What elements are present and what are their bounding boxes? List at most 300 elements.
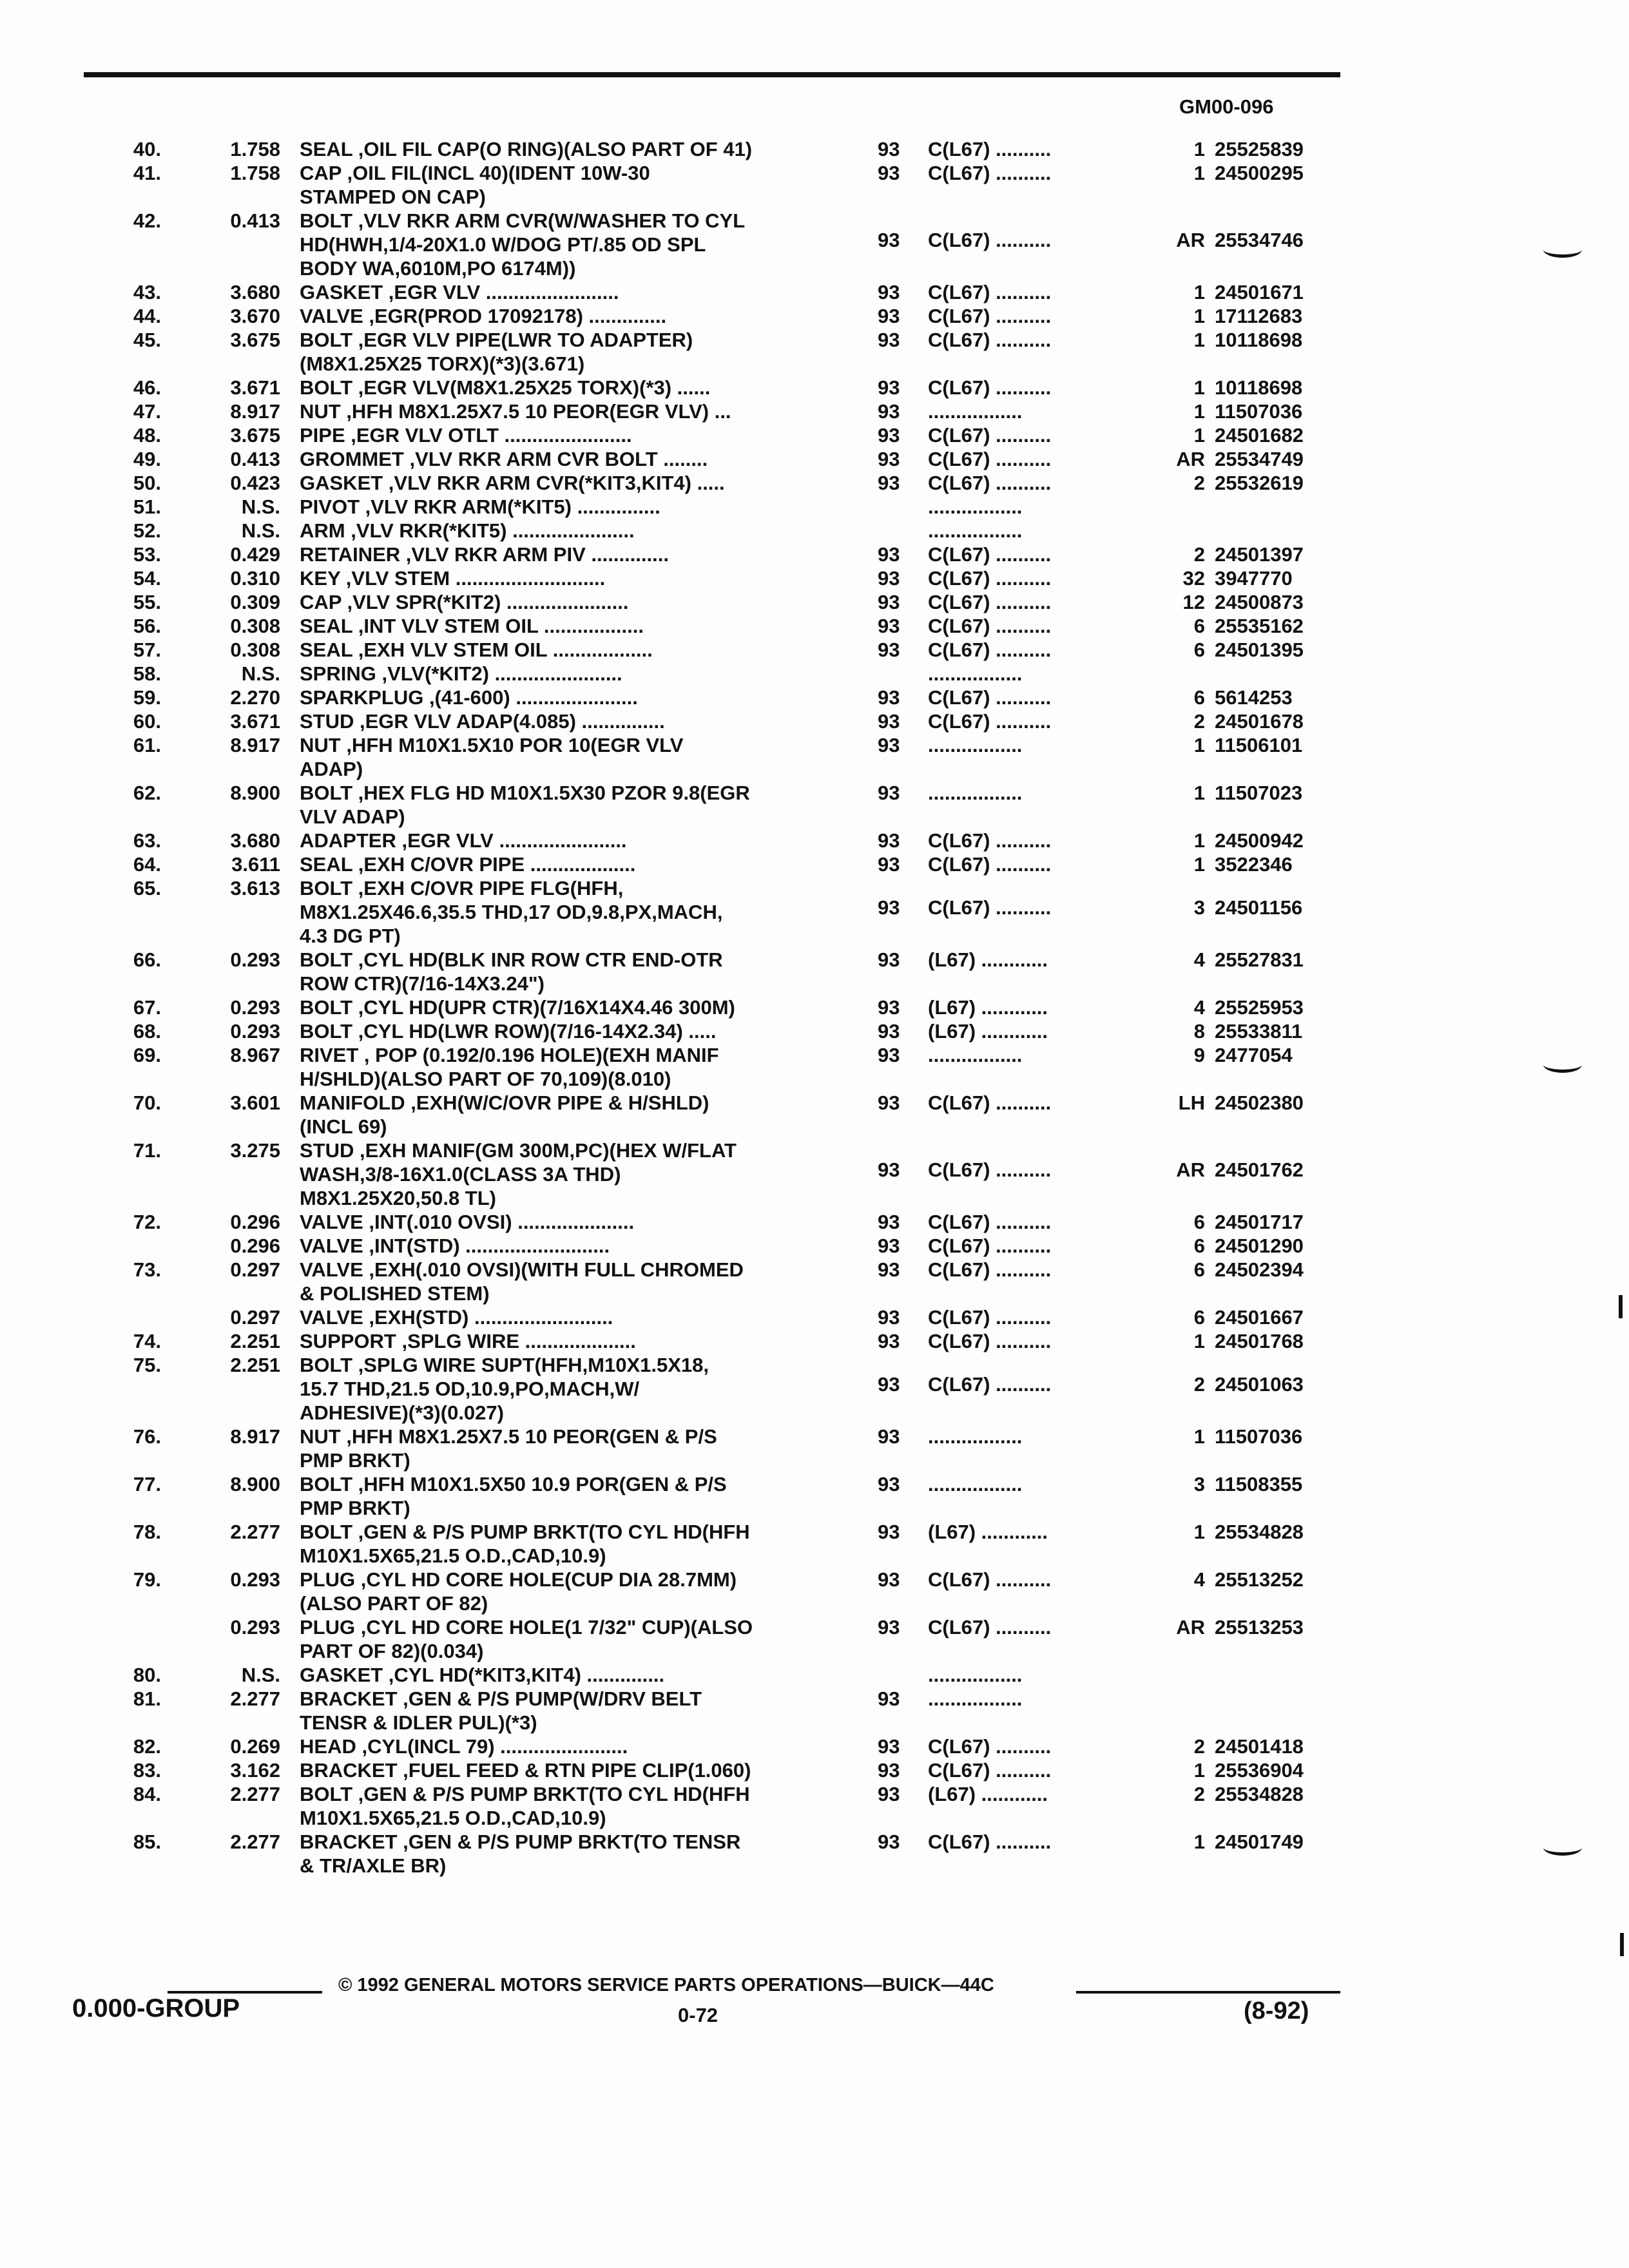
- model-year: 93: [878, 472, 900, 494]
- part-description: MANIFOLD ,EXH(W/C/OVR PIPE & H/SHLD) (INCL 69): [300, 1091, 709, 1138]
- part-number: 10118698: [1215, 376, 1303, 399]
- part-description: BRACKET ,FUEL FEED & RTN PIPE CLIP(1.060): [300, 1759, 751, 1782]
- application: C(L67) ..........: [928, 591, 1052, 613]
- group-number: 8.900: [230, 782, 280, 804]
- ref-number: 48.: [133, 424, 161, 447]
- application: C(L67) ..........: [928, 424, 1052, 447]
- ref-number: 56.: [133, 615, 161, 637]
- group-number: 3.671: [230, 710, 280, 733]
- model-year: 93: [878, 1091, 900, 1114]
- ref-number: 42.: [133, 209, 161, 232]
- model-year: 93: [878, 782, 900, 804]
- application: C(L67) ..........: [928, 229, 1052, 251]
- application: C(L67) ..........: [928, 305, 1052, 327]
- ref-number: 57.: [133, 639, 161, 661]
- application: .................: [928, 400, 1023, 423]
- part-number: 24500942: [1215, 829, 1304, 852]
- group-number: 2.277: [230, 1783, 280, 1805]
- part-description: VALVE ,EXH(.010 OVSI)(WITH FULL CHROMED & POLISHED STEM): [300, 1258, 744, 1305]
- application: .................: [928, 782, 1023, 804]
- ref-number: 51.: [133, 495, 161, 518]
- model-year: 93: [878, 1306, 900, 1329]
- ref-number: 62.: [133, 782, 161, 804]
- application: C(L67) ..........: [928, 1235, 1052, 1257]
- model-year: 93: [878, 376, 900, 399]
- part-description: NUT ,HFH M8X1.25X7.5 10 PEOR(GEN & P/S PMP BRKT): [300, 1425, 717, 1472]
- part-description: PIPE ,EGR VLV OTLT .......................: [300, 424, 632, 447]
- page-number: 0-72: [678, 2004, 718, 2026]
- ref-number: 64.: [133, 853, 161, 876]
- quantity: 4: [1193, 948, 1205, 971]
- model-year: 93: [878, 1616, 900, 1639]
- group-number: 8.917: [230, 1425, 280, 1448]
- application: .................: [928, 734, 1023, 756]
- model-year: 93: [878, 1330, 900, 1352]
- group-number: 2.277: [230, 1521, 280, 1543]
- quantity: 1: [1193, 329, 1205, 351]
- application: C(L67) ..........: [928, 686, 1052, 709]
- ref-number: 49.: [133, 448, 161, 470]
- quantity: 4: [1193, 1568, 1205, 1591]
- model-year: 93: [878, 1258, 900, 1281]
- group-number: 3.162: [230, 1759, 280, 1782]
- application: C(L67) ..........: [928, 472, 1052, 494]
- quantity: 1: [1193, 376, 1205, 399]
- model-year: 93: [878, 1831, 900, 1853]
- application: C(L67) ..........: [928, 376, 1052, 399]
- group-number: 3.680: [230, 281, 280, 303]
- binding-mark: [1543, 1057, 1582, 1073]
- part-number: 24501395: [1215, 639, 1304, 661]
- part-description: BRACKET ,GEN & P/S PUMP(W/DRV BELT TENSR & IDLER PUL)(*3): [300, 1687, 702, 1734]
- part-description: BOLT ,CYL HD(UPR CTR)(7/16X14X4.46 300M): [300, 996, 735, 1019]
- ref-number: 77.: [133, 1473, 161, 1495]
- group-number: 8.967: [230, 1044, 280, 1066]
- application: C(L67) ..........: [928, 1330, 1052, 1352]
- part-number: 24501063: [1215, 1373, 1304, 1396]
- part-number: 24501717: [1215, 1211, 1304, 1233]
- part-description: GASKET ,EGR VLV ........................: [300, 281, 619, 303]
- ref-number: 55.: [133, 591, 161, 613]
- model-year: 93: [878, 543, 900, 566]
- application: C(L67) ..........: [928, 710, 1052, 733]
- revision-date: (8-92): [1244, 1997, 1309, 2024]
- quantity: 4: [1193, 996, 1205, 1019]
- quantity: 1: [1193, 281, 1205, 303]
- part-number: 11507036: [1215, 400, 1303, 423]
- part-number: 25535162: [1215, 615, 1304, 637]
- quantity: 3: [1193, 1473, 1205, 1495]
- group-number: 3.671: [230, 376, 280, 399]
- quantity: 1: [1193, 1425, 1205, 1448]
- application: (L67) ............: [928, 996, 1048, 1019]
- part-description: GASKET ,VLV RKR ARM CVR(*KIT3,KIT4) .....: [300, 472, 725, 494]
- part-number: 5614253: [1215, 686, 1293, 709]
- part-description: SEAL ,INT VLV STEM OIL ..................: [300, 615, 644, 637]
- group-number: 0.296: [230, 1211, 280, 1233]
- model-year: 93: [878, 1759, 900, 1782]
- part-number: 10118698: [1215, 329, 1303, 351]
- part-number: 25536904: [1215, 1759, 1304, 1782]
- quantity: 6: [1193, 615, 1205, 637]
- application: C(L67) ..........: [928, 1091, 1052, 1114]
- part-description: PLUG ,CYL HD CORE HOLE(1 7/32" CUP)(ALSO PART OF 82)(0.034): [300, 1616, 753, 1662]
- group-label: 0.000-GROUP: [72, 1994, 240, 2023]
- group-number: 3.613: [230, 877, 280, 899]
- part-description: BOLT ,HEX FLG HD M10X1.5X30 PZOR 9.8(EGR VLV ADAP): [300, 782, 750, 828]
- group-number: 0.269: [230, 1735, 280, 1758]
- quantity: 1: [1193, 734, 1205, 756]
- part-description: BOLT ,CYL HD(BLK INR ROW CTR END-OTR ROW CTR)(7/16-14X3.24"): [300, 948, 723, 995]
- model-year: 93: [878, 400, 900, 423]
- group-number: 0.308: [230, 615, 280, 637]
- part-number: 25534749: [1215, 448, 1304, 470]
- application: .................: [928, 1425, 1023, 1448]
- quantity: 2: [1193, 543, 1205, 566]
- model-year: 93: [878, 1521, 900, 1543]
- group-number: 0.309: [230, 591, 280, 613]
- part-description: SEAL ,OIL FIL CAP(O RING)(ALSO PART OF 41): [300, 138, 753, 160]
- part-description: BOLT ,HFH M10X1.5X50 10.9 POR(GEN & P/S PMP BRKT): [300, 1473, 727, 1519]
- ref-number: 72.: [133, 1211, 161, 1233]
- part-description: BOLT ,GEN & P/S PUMP BRKT(TO CYL HD(HFH M10X1.5X65,21.5 O.D.,CAD,10.9): [300, 1521, 750, 1567]
- application: C(L67) ..........: [928, 448, 1052, 470]
- part-number: 25513252: [1215, 1568, 1304, 1591]
- part-number: 11507023: [1215, 782, 1303, 804]
- application: C(L67) ..........: [928, 1258, 1052, 1281]
- group-number: 0.308: [230, 639, 280, 661]
- part-description: STUD ,EGR VLV ADAP(4.085) ...............: [300, 710, 665, 733]
- part-number: 24501397: [1215, 543, 1304, 566]
- model-year: 93: [878, 1373, 900, 1396]
- model-year: 93: [878, 1568, 900, 1591]
- part-description: SPARKPLUG ,(41-600) ......................: [300, 686, 638, 709]
- group-number: 1.758: [230, 162, 280, 184]
- model-year: 93: [878, 996, 900, 1019]
- quantity: 1: [1193, 1831, 1205, 1853]
- part-number: 25533811: [1215, 1020, 1303, 1043]
- application: (L67) ............: [928, 948, 1048, 971]
- quantity: 1: [1193, 305, 1205, 327]
- part-number: 17112683: [1215, 305, 1303, 327]
- ref-number: 63.: [133, 829, 161, 852]
- part-description: NUT ,HFH M10X1.5X10 POR 10(EGR VLV ADAP): [300, 734, 684, 780]
- quantity: 1: [1193, 782, 1205, 804]
- model-year: 93: [878, 710, 900, 733]
- part-description: SEAL ,EXH C/OVR PIPE ...................: [300, 853, 636, 876]
- application: C(L67) ..........: [928, 1568, 1052, 1591]
- model-year: 93: [878, 567, 900, 590]
- part-number: 25527831: [1215, 948, 1304, 971]
- group-number: 0.429: [230, 543, 280, 566]
- ref-number: 65.: [133, 877, 161, 899]
- model-year: 93: [878, 734, 900, 756]
- ref-number: 83.: [133, 1759, 161, 1782]
- group-number: 0.297: [230, 1258, 280, 1281]
- part-number: 2477054: [1215, 1044, 1293, 1066]
- group-number: 0.293: [230, 1616, 280, 1639]
- model-year: 93: [878, 329, 900, 351]
- ref-number: 84.: [133, 1783, 161, 1805]
- model-year: 93: [878, 1235, 900, 1257]
- part-description: VALVE ,EXH(STD) .........................: [300, 1306, 613, 1329]
- ref-number: 54.: [133, 567, 161, 590]
- group-number: 3.670: [230, 305, 280, 327]
- group-number: 8.917: [230, 400, 280, 423]
- group-number: 2.251: [230, 1354, 280, 1376]
- group-number: N.S.: [241, 662, 280, 685]
- part-number: 24501762: [1215, 1158, 1304, 1181]
- model-year: 93: [878, 281, 900, 303]
- group-number: 3.675: [230, 329, 280, 351]
- model-year: 93: [878, 591, 900, 613]
- part-description: BOLT ,GEN & P/S PUMP BRKT(TO CYL HD(HFH M10X1.5X65,21.5 O.D.,CAD,10.9): [300, 1783, 750, 1829]
- ref-number: 43.: [133, 281, 161, 303]
- application: .................: [928, 1664, 1023, 1686]
- application: .................: [928, 1044, 1023, 1066]
- part-description: VALVE ,EGR(PROD 17092178) ..............: [300, 305, 667, 327]
- model-year: 93: [878, 1044, 900, 1066]
- quantity: 2: [1193, 1783, 1205, 1805]
- part-description: SUPPORT ,SPLG WIRE ....................: [300, 1330, 636, 1352]
- part-number: 25534828: [1215, 1521, 1304, 1543]
- quantity: 1: [1193, 400, 1205, 423]
- quantity: 6: [1193, 1235, 1205, 1257]
- part-description: CAP ,OIL FIL(INCL 40)(IDENT 10W-30 STAMPED ON CAP): [300, 162, 650, 208]
- ref-number: 52.: [133, 519, 161, 542]
- ref-number: 81.: [133, 1687, 161, 1710]
- application: C(L67) ..........: [928, 1616, 1052, 1639]
- application: C(L67) ..........: [928, 1831, 1052, 1853]
- application: (L67) ............: [928, 1783, 1048, 1805]
- model-year: 93: [878, 1783, 900, 1805]
- model-year: 93: [878, 1158, 900, 1181]
- application: C(L67) ..........: [928, 1373, 1052, 1396]
- application: C(L67) ..........: [928, 1211, 1052, 1233]
- group-number: 0.293: [230, 948, 280, 971]
- part-number: 11507036: [1215, 1425, 1303, 1448]
- group-number: 1.758: [230, 138, 280, 160]
- quantity: 2: [1193, 1735, 1205, 1758]
- ref-number: 70.: [133, 1091, 161, 1114]
- part-description: BOLT ,VLV RKR ARM CVR(W/WASHER TO CYL HD(HWH,1/4-20X1.0 W/DOG PT/.85 OD SPL BODY WA,6010M,PO 6174M)): [300, 209, 746, 280]
- part-description: ADAPTER ,EGR VLV .......................: [300, 829, 627, 852]
- application: C(L67) ..........: [928, 1306, 1052, 1329]
- part-description: RETAINER ,VLV RKR ARM PIV ..............: [300, 543, 669, 566]
- quantity: 2: [1193, 1373, 1205, 1396]
- ref-number: 47.: [133, 400, 161, 423]
- quantity: 1: [1193, 1521, 1205, 1543]
- ref-number: 53.: [133, 543, 161, 566]
- group-number: 0.423: [230, 472, 280, 494]
- model-year: 93: [878, 853, 900, 876]
- ref-number: 59.: [133, 686, 161, 709]
- group-number: N.S.: [241, 519, 280, 542]
- model-year: 93: [878, 1425, 900, 1448]
- part-number: 24501678: [1215, 710, 1304, 733]
- quantity: AR: [1176, 1616, 1205, 1639]
- part-description: BOLT ,EGR VLV(M8X1.25X25 TORX)(*3) ......: [300, 376, 711, 399]
- ref-number: 45.: [133, 329, 161, 351]
- application: .................: [928, 495, 1023, 518]
- part-number: 11506101: [1215, 734, 1303, 756]
- part-description: VALVE ,INT(STD) ..........................: [300, 1235, 610, 1257]
- group-number: 3.675: [230, 424, 280, 447]
- application: .................: [928, 519, 1023, 542]
- ref-number: 79.: [133, 1568, 161, 1591]
- part-number: 25513253: [1215, 1616, 1304, 1639]
- application: C(L67) ..........: [928, 853, 1052, 876]
- part-description: BOLT ,EGR VLV PIPE(LWR TO ADAPTER) (M8X1.25X25 TORX)(*3)(3.671): [300, 329, 693, 375]
- part-description: BOLT ,SPLG WIRE SUPT(HFH,M10X1.5X18, 15.7 THD,21.5 OD,10.9,PO,MACH,W/ ADHESIVE)(*3)(0.027): [300, 1354, 709, 1424]
- quantity: 9: [1193, 1044, 1205, 1066]
- part-description: BRACKET ,GEN & P/S PUMP BRKT(TO TENSR & TR/AXLE BR): [300, 1831, 741, 1877]
- part-number: 24501156: [1215, 896, 1303, 919]
- model-year: 93: [878, 305, 900, 327]
- edge-mark: [1620, 1933, 1624, 1956]
- group-number: 0.413: [230, 209, 280, 232]
- part-description: HEAD ,CYL(INCL 79) .......................: [300, 1735, 628, 1758]
- part-number: 24500295: [1215, 162, 1304, 184]
- application: C(L67) ..........: [928, 1158, 1052, 1181]
- part-number: 24501768: [1215, 1330, 1304, 1352]
- quantity: 2: [1193, 472, 1205, 494]
- quantity: LH: [1178, 1091, 1205, 1114]
- model-year: 93: [878, 896, 900, 919]
- part-number: 24501290: [1215, 1235, 1304, 1257]
- part-number: 24501667: [1215, 1306, 1304, 1329]
- part-number: 11508355: [1215, 1473, 1303, 1495]
- part-number: 3947770: [1215, 567, 1293, 590]
- part-description: GASKET ,CYL HD(*KIT3,KIT4) ..............: [300, 1664, 665, 1686]
- quantity: AR: [1176, 229, 1205, 251]
- group-number: N.S.: [241, 495, 280, 518]
- application: C(L67) ..........: [928, 329, 1052, 351]
- copyright-notice: © 1992 GENERAL MOTORS SERVICE PARTS OPERATIONS—BUICK—44C: [338, 1975, 994, 1995]
- part-number: 25525839: [1215, 138, 1304, 160]
- part-description: KEY ,VLV STEM ...........................: [300, 567, 606, 590]
- model-year: 93: [878, 1473, 900, 1495]
- group-number: 3.611: [231, 853, 280, 876]
- ref-number: 60.: [133, 710, 161, 733]
- application: C(L67) ..........: [928, 162, 1052, 184]
- application: (L67) ............: [928, 1521, 1048, 1543]
- ref-number: 82.: [133, 1735, 161, 1758]
- part-description: GROMMET ,VLV RKR ARM CVR BOLT ........: [300, 448, 708, 470]
- binding-mark: [1543, 1840, 1582, 1856]
- ref-number: 85.: [133, 1831, 161, 1853]
- application: .................: [928, 662, 1023, 685]
- group-number: 0.293: [230, 1020, 280, 1043]
- quantity: 2: [1193, 710, 1205, 733]
- model-year: 93: [878, 829, 900, 852]
- binding-mark: [1543, 242, 1582, 258]
- ref-number: 61.: [133, 734, 161, 756]
- group-number: 8.917: [230, 734, 280, 756]
- ref-number: 40.: [133, 138, 161, 160]
- footer-rule-left: [168, 1991, 322, 1994]
- application: C(L67) ..........: [928, 1759, 1052, 1782]
- part-description: ARM ,VLV RKR(*KIT5) ......................: [300, 519, 635, 542]
- quantity: 6: [1193, 686, 1205, 709]
- quantity: AR: [1176, 1158, 1205, 1181]
- ref-number: 50.: [133, 472, 161, 494]
- part-number: 24501418: [1215, 1735, 1304, 1758]
- part-description: RIVET , POP (0.192/0.196 HOLE)(EXH MANIF H/SHLD)(ALSO PART OF 70,109)(8.010): [300, 1044, 719, 1090]
- ref-number: 73.: [133, 1258, 161, 1281]
- ref-number: 66.: [133, 948, 161, 971]
- part-number: 24501749: [1215, 1831, 1304, 1853]
- part-description: SEAL ,EXH VLV STEM OIL ..................: [300, 639, 653, 661]
- ref-number: 75.: [133, 1354, 161, 1376]
- group-number: 0.413: [230, 448, 280, 470]
- group-number: 8.900: [230, 1473, 280, 1495]
- group-number: N.S.: [241, 1664, 280, 1686]
- application: C(L67) ..........: [928, 639, 1052, 661]
- ref-number: 71.: [133, 1139, 161, 1162]
- quantity: 6: [1193, 639, 1205, 661]
- application: C(L67) ..........: [928, 896, 1052, 919]
- quantity: 12: [1182, 591, 1205, 613]
- group-number: 3.601: [230, 1091, 280, 1114]
- application: C(L67) ..........: [928, 567, 1052, 590]
- group-number: 0.296: [230, 1235, 280, 1257]
- quantity: 1: [1193, 162, 1205, 184]
- ref-number: 41.: [133, 162, 161, 184]
- part-description: STUD ,EXH MANIF(GM 300M,PC)(HEX W/FLAT WASH,3/8-16X1.0(CLASS 3A THD) M8X1.25X20,50.8 TL): [300, 1139, 737, 1209]
- quantity: AR: [1176, 448, 1205, 470]
- quantity: 6: [1193, 1211, 1205, 1233]
- quantity: 1: [1193, 853, 1205, 876]
- part-number: 25534828: [1215, 1783, 1304, 1805]
- model-year: 93: [878, 1211, 900, 1233]
- application: C(L67) ..........: [928, 1735, 1052, 1758]
- group-number: 2.277: [230, 1831, 280, 1853]
- group-number: 3.680: [230, 829, 280, 852]
- part-description: SPRING ,VLV(*KIT2) .......................: [300, 662, 622, 685]
- model-year: 93: [878, 138, 900, 160]
- quantity: 1: [1193, 829, 1205, 852]
- quantity: 8: [1193, 1020, 1205, 1043]
- part-description: VALVE ,INT(.010 OVSI) .....................: [300, 1211, 635, 1233]
- application: .................: [928, 1473, 1023, 1495]
- part-description: NUT ,HFH M8X1.25X7.5 10 PEOR(EGR VLV) ...: [300, 400, 731, 423]
- group-number: 0.293: [230, 1568, 280, 1591]
- model-year: 93: [878, 1735, 900, 1758]
- quantity: 1: [1193, 138, 1205, 160]
- quantity: 1: [1193, 424, 1205, 447]
- part-number: 24500873: [1215, 591, 1304, 613]
- quantity: 32: [1182, 567, 1205, 590]
- model-year: 93: [878, 948, 900, 971]
- model-year: 93: [878, 1020, 900, 1043]
- model-year: 93: [878, 639, 900, 661]
- part-description: CAP ,VLV SPR(*KIT2) ......................: [300, 591, 629, 613]
- quantity: 6: [1193, 1258, 1205, 1281]
- application: C(L67) ..........: [928, 829, 1052, 852]
- application: .................: [928, 1687, 1023, 1710]
- ref-number: 78.: [133, 1521, 161, 1543]
- application: C(L67) ..........: [928, 138, 1052, 160]
- footer-rule-right: [1076, 1991, 1340, 1994]
- model-year: 93: [878, 1687, 900, 1710]
- quantity: 1: [1193, 1759, 1205, 1782]
- ref-number: 68.: [133, 1020, 161, 1043]
- part-description: PLUG ,CYL HD CORE HOLE(CUP DIA 28.7MM) (ALSO PART OF 82): [300, 1568, 737, 1615]
- quantity: 3: [1193, 896, 1205, 919]
- ref-number: 74.: [133, 1330, 161, 1352]
- part-number: 24501671: [1215, 281, 1304, 303]
